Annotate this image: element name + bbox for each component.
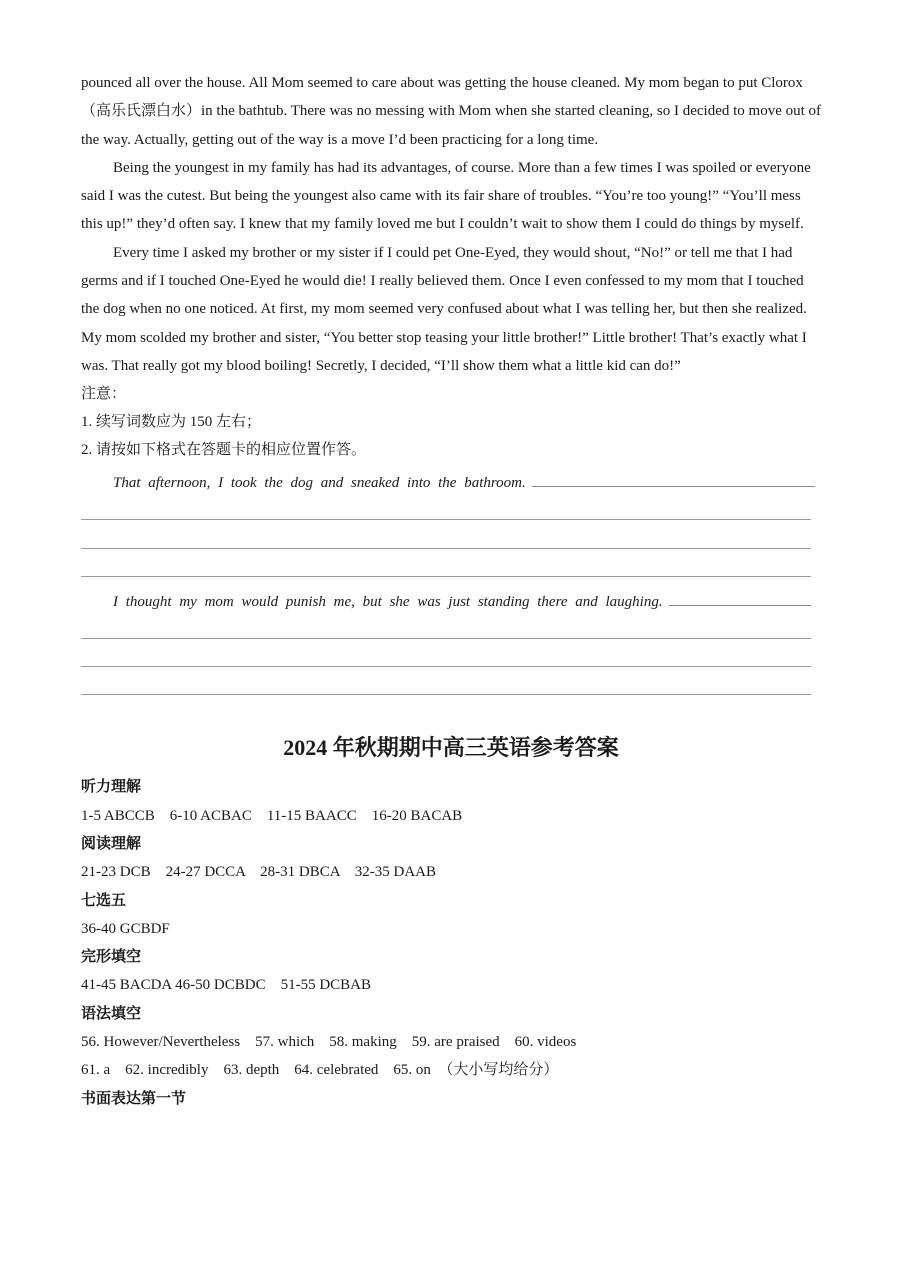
writing-line xyxy=(81,611,811,639)
answers-reading: 21-23 DCB 24-27 DCCA 28-31 DBCA 32-35 DAAB xyxy=(81,864,437,881)
prompt-2-writing-line xyxy=(669,604,811,606)
answers-title: 2024 年秋期期中高三英语参考答案 xyxy=(283,735,619,761)
writing-line xyxy=(81,639,811,667)
notes-title: 注意： xyxy=(81,386,127,403)
section-title-reading: 阅读理解 xyxy=(81,835,142,852)
answers-grammar-line-2: 61. a 62. incredibly 63. depth 64. celebrated 65. on （大小写均给分） xyxy=(81,1062,559,1079)
answers-seven: 36-40 GCBDF xyxy=(81,920,170,937)
answers-cloze: 41-45 BACDA 46-50 DCBDC 51-55 DCBAB xyxy=(81,977,372,994)
note-item-2: 2. 请按如下格式在答题卡的相应位置作答。 xyxy=(81,442,367,459)
section-title-writing: 书面表达第一节 xyxy=(81,1090,187,1107)
continuation-prompt-1 xyxy=(81,464,821,492)
continuation-prompt-2 xyxy=(81,583,821,611)
prompt-1-text: That afternoon, I took the dog and sneaked into the bathroom. xyxy=(113,475,526,492)
document-body xyxy=(81,69,821,1113)
note-item-1: 1. 续写词数应为 150 左右； xyxy=(81,414,262,431)
answers-listening: 1-5 ABCCB 6-10 ACBAC 11-15 BAACC 16-20 BACAB xyxy=(81,807,463,824)
section-title-listening: 听力理解 xyxy=(81,779,142,796)
writing-line xyxy=(81,667,811,695)
prompt-1-writing-line xyxy=(532,485,815,487)
section-title-cloze: 完形填空 xyxy=(81,949,142,966)
answers-grammar-line-1: 56. However/Nevertheless 57. which 58. making 59. are praised 60. videos xyxy=(81,1034,577,1051)
writing-line xyxy=(81,549,811,577)
section-title-grammar: 语法填空 xyxy=(81,1005,142,1022)
prompt-2-text: I thought my mom would punish me, but she was just standing there and laughing. xyxy=(113,593,663,610)
section-title-seven: 七选五 xyxy=(81,892,127,909)
passage-paragraph-3: Every time I asked my brother or my sister if I could pet One-Eyed, they would shout, “No!” or tell me that I had germs and if I touched One-Eyed he would die! I really believed them. Once I even confessed to my mom that I touched the dog when no one noticed. At first, my mom seemed very confused about what I was telling her, but then she realized. My mom scolded my brother and sister, “You better stop teasing your little brother!” Little brother! That’s exactly what I was. That really got my blood boiling! Secretly, I decided, “I’ll show them what a little kid can do!” xyxy=(81,244,807,374)
writing-line xyxy=(81,520,811,548)
passage-paragraph-2: Being the youngest in my family has had its advantages, of course. More than a few times I was spoiled or everyone said I was the cutest. But being the youngest also came with its fair share of troubles. “You’re too young!” “You’ll mess this up!” they’d often say. I knew that my family loved me but I couldn’t wait to show them I could do things by myself. xyxy=(81,159,811,233)
passage-paragraph-1: pounced all over the house. All Mom seemed to care about was getting the house cleaned. My mom began to put Clorox（高乐氏漂白水）in the bathtub. There was no messing with Mom when she started cleaning, so I decided to move out of the way. Actually, getting out of the way is a move I’d been practicing for a long time. xyxy=(81,75,822,148)
writing-line xyxy=(81,492,811,520)
